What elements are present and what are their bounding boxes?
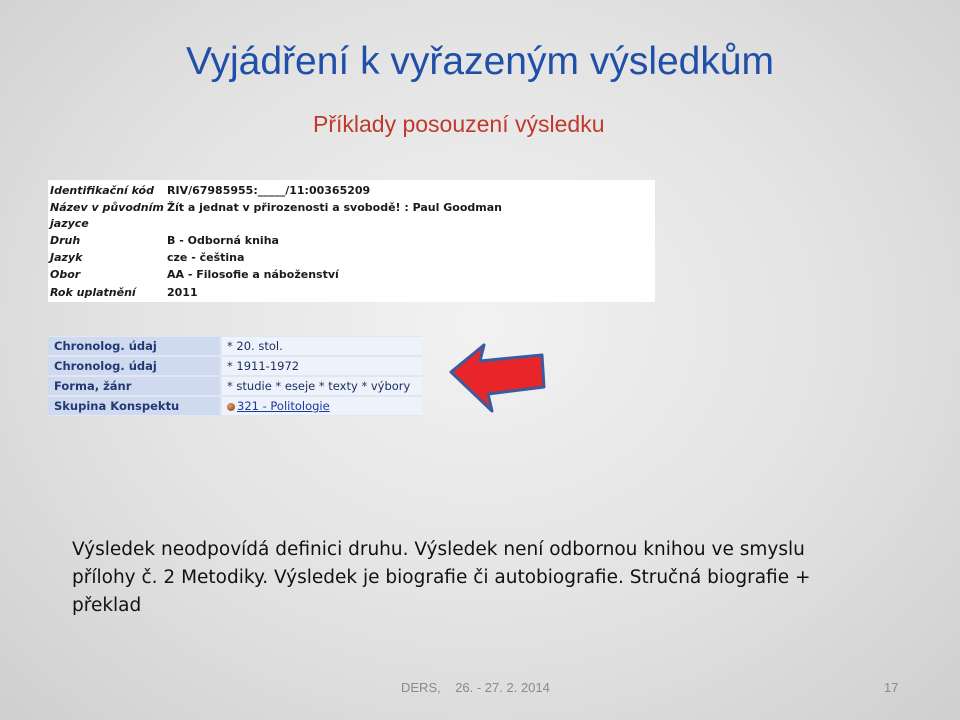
- footer-event: [401, 680, 550, 695]
- riv-row-label: Druh: [50, 234, 81, 247]
- slide-subtitle: Příklady posouzení výsledku: [313, 111, 605, 137]
- catalog-row-value-cell: [222, 397, 422, 415]
- catalog-row: [48, 397, 422, 417]
- catalog-row-value: * 1911-1972: [222, 357, 422, 375]
- assessment-text: Výsledek neodpovídá definici druhu. Výsledek není odbornou knihou ve smyslu přílohy č. 2 Metodiky. Výsledek je biografie či autobiografie. Stručná biografie + překlad: [72, 539, 811, 616]
- catalog-row-value: * studie * eseje * texty * výbory: [222, 377, 422, 395]
- slide-title: Vyjádření k vyřazeným výsledkům: [185, 40, 775, 83]
- riv-row-label: Rok uplatnění: [50, 286, 136, 299]
- catalog-row-value: * 20. stol.: [222, 337, 422, 355]
- catalog-row-label: Skupina Konspektu: [48, 397, 220, 415]
- catalog-record-screenshot: [48, 336, 422, 416]
- riv-row-value: B - Odborná kniha: [167, 234, 279, 247]
- riv-row-value: cze - čeština: [167, 251, 245, 264]
- riv-row-value: AA - Filosofie a náboženství: [167, 268, 339, 281]
- catalog-row: [48, 357, 422, 377]
- bullet-icon: [227, 403, 235, 411]
- riv-row-label: Jazyk: [50, 251, 83, 264]
- riv-row-label: Identifikační kód: [50, 184, 154, 197]
- riv-row-label: Název v původním: [50, 201, 164, 214]
- footer-event-name: DERS,: [401, 680, 441, 695]
- riv-record-screenshot: [48, 180, 655, 302]
- footer-date: 26. - 27. 2. 2014: [455, 680, 550, 695]
- konspekt-link[interactable]: 321 - Politologie: [237, 399, 330, 413]
- catalog-row: [48, 337, 422, 357]
- catalog-row-label: Forma, žánr: [48, 377, 220, 395]
- riv-row-label: jazyce: [50, 217, 89, 230]
- catalog-row-label: Chronolog. údaj: [48, 337, 220, 355]
- riv-row-value: RIV/67985955:_____/11:00365209: [167, 184, 371, 197]
- riv-row-value: Žít a jednat v přirozenosti a svobodě! : Paul Goodman: [167, 201, 502, 214]
- catalog-row: [48, 377, 422, 397]
- page-number: 17: [884, 680, 899, 695]
- riv-row-label: Obor: [50, 268, 81, 281]
- catalog-row-label: Chronolog. údaj: [48, 357, 220, 375]
- riv-row-value: 2011: [167, 286, 198, 299]
- arrow-icon: [448, 342, 548, 414]
